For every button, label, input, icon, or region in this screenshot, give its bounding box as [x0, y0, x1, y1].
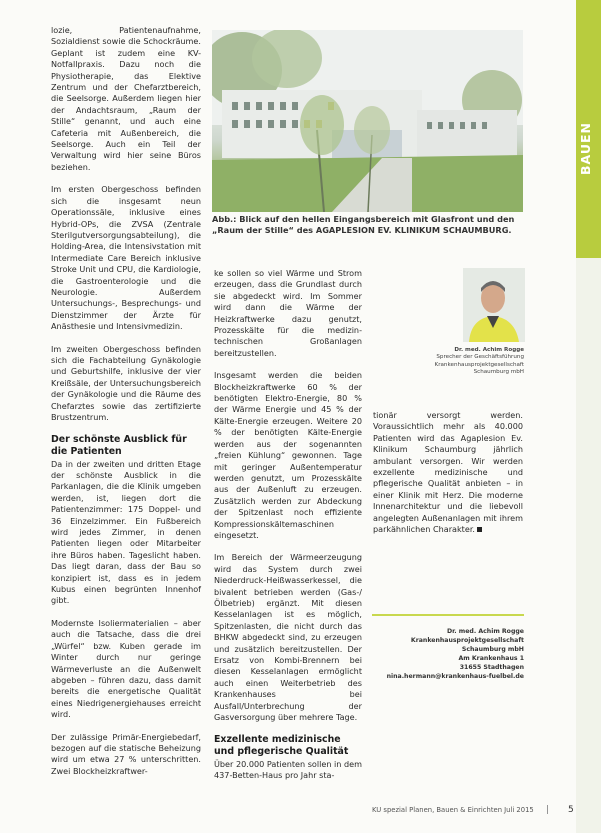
contact-org: Krankenhausprojektgesellschaft — [410, 636, 524, 644]
article-column-1 — [51, 25, 201, 788]
contact-street: Am Krankenhaus 1 — [458, 654, 524, 662]
portrait-caption — [408, 347, 524, 377]
portrait-photo — [463, 268, 525, 342]
footer-separator: | — [546, 805, 550, 815]
paragraph: Der zulässige Primär-Energiebedarf, bezogen auf die statische Beheizung wird um etwa 27 % unterschritten. Zwei Blockheizkraftwer- — [51, 731, 201, 776]
paragraph: ke sollen so viel Wärme und Strom erzeugen, dass die Grundlast durch sie abgedeckt wird. Im Sommer wird dann die Wärme der Heizkraftwerke dazu genutzt, Prozesskälte für die medizin-technischen Großanlagen bereitzustellen. — [214, 268, 362, 358]
paragraph: Im ersten Obergeschoss befinden sich die insgesamt neun Operationssäle, inklusive eines Hybrid-OPs, die ZVSA (Zentrale Sterilgutversorgungsabteilung), die Holding-Area, die Intensivstation mit Intermediate Care Bereich inklusive Stroke Unit und CPU, die Kardiologie, die Gastroenterologie und die Neurologie. Außerdem Untersuchungs-, Besprechungs- und Dienstzimmer der Ärzte für Anästhesie und Intensivmedizin. — [51, 184, 201, 332]
person-illustration — [463, 268, 525, 342]
page-number: 5 — [568, 805, 574, 815]
section-tab-label: BAUEN — [578, 122, 593, 175]
paragraph: Über 20.000 Patienten sollen in dem 437-Betten-Haus pro Jahr sta- — [214, 758, 362, 781]
article-column-2 — [214, 268, 362, 792]
paragraph — [373, 410, 523, 535]
contact-block — [372, 628, 524, 681]
contact-name: Dr. med. Achim Rogge — [446, 628, 524, 635]
section-heading: Exzellente medizinische und pflegerische Qualität — [214, 734, 349, 758]
paragraph-text: tionär versorgt werden. Voraussichtlich mehr als 40.000 Patienten wird das Agaplesion Ev. Klinikum Schaumburg jährlich ambulant versorgen. Wir werden exzellente medizinische und pflegerische Qualität anbieten – in einer Klinik mit Herz. Die moderne Innenarchitektur und die liebevoll angelegten Außenanlagen mit ihrem parkähnlichen Charakter. — [373, 410, 523, 535]
contact-city: 31655 Stadthagen — [459, 663, 524, 671]
building-illustration — [212, 30, 523, 212]
paragraph: Modernste Isoliermaterialien – aber auch die Tatsache, dass die drei „Würfel“ bzw. Kuben gerade im Winter durch nur geringe Wärmeverluste an die Außenwelt abgeben – führen dazu, dass damit bereits die energetische Qualität eines Niedrigenergiehauses erreicht wird. — [51, 617, 201, 720]
article-column-3 — [373, 410, 523, 546]
section-heading: Der schönste Ausblick für die Patienten — [51, 434, 187, 457]
paragraph: Da in der zweiten und dritten Etage der schönste Ausblick in die Parkanlagen, die die Klinik umgeben werden, ist, liegen dort die Patientenzimmer: 175 Doppel- und 36 Einzelzimmer. Ein Fußbereich wird jedes Zimmer, in denen Patienten liegen oder Mitarbeiter ihre Büros haben. Tageslicht haben. Das liegt daran, dass der Bau so konzipiert ist, dass es in jedem Kubus einen begrünten Innenhof gibt. — [51, 458, 201, 606]
section-tab — [576, 0, 601, 258]
end-mark-icon — [477, 527, 482, 532]
page-footer — [372, 805, 574, 815]
contact-divider — [372, 614, 524, 616]
paragraph: lozie, Patientenaufnahme, Sozialdienst sowie die Schockräume. Geplant ist zudem eine KV-Notfallpraxis. Dazu noch die Physiotherapie, das Elektive Zentrum und der Chefarztbereich, die Seelsorge. Außerdem liegen hier der Andachtsraum, „Raum der Stille“ genannt, und auch eine Cafeteria mit Außenbereich, die Seelsorge. Auch ein Teil der Verwaltung wird hier seine Büros beziehen. — [51, 25, 201, 172]
paragraph: Im zweiten Obergeschoss befinden sich die Fachabteilung Gynäkologie und Geburtshilfe, inklusive der vier Kreißsäle, der Untersuchungsbereich der Gynäkologie und die Räume des Chefarztes sowie das zertifizierte Brustzentrum. — [51, 343, 201, 422]
hospital-building-photo — [212, 30, 523, 212]
paragraph: Im Bereich der Wärmeerzeugung wird das System durch zwei Niederdruck-Heißwasserkessel, die bivalent betrieben werden (Gas-/Ölbetrieb) ergänzt. Mit diesen Kesselanlagen ist es möglich, Spitzenlasten, die nicht durch das BHKW abgedeckt sind, zu erzeugen und zusätzlich bereitzustellen. Der Ersatz von Kombi-Brennern bei diesen Kesselanlagen ermöglicht auch einen Weiterbetrieb des Krankenhauses bei Ausfall/Unterbrechung der Gasversorgung über mehrere Tage. — [214, 552, 362, 723]
side-margin — [576, 258, 601, 833]
photo-caption: Abb.: Blick auf den hellen Eingangsbereich mit Glasfront und den „Raum der Stille“ des AGAPLESION EV. KLINIKUM SCHAUMBURG. — [212, 214, 515, 235]
paragraph: Insgesamt werden die beiden Blockheizkraftwerke 60 % der benötigten Elektro-Energie, 80 % der Wärme Energie und 45 % der Kälte-Energie erzeugen. Weitere 20 % der benötigten Kälte-Energie werden aus der sogenannten „freien Kühlung“ gewonnen. Tage mit geringer Außentemperatur werden genutzt, um Prozesskälte aus der Außenluft zu erzeugen. Zusätzlich werden zur Abdeckung der Spitzenlast noch effiziente Kompressionskältemaschinen eingesetzt. — [214, 370, 362, 540]
portrait-name: Dr. med. Achim Rogge — [454, 347, 524, 353]
portrait-role: Sprecher der Geschäftsführung Krankenhausprojektgesellschaft Schaumburg mbH — [434, 354, 524, 376]
contact-email[interactable]: nina.hermann@krankenhaus-fuelbel.de — [386, 672, 524, 680]
footer-publication: KU spezial Planen, Bauen & Einrichten Juli 2015 — [372, 806, 534, 814]
contact-org: Schaumburg mbH — [461, 645, 524, 653]
